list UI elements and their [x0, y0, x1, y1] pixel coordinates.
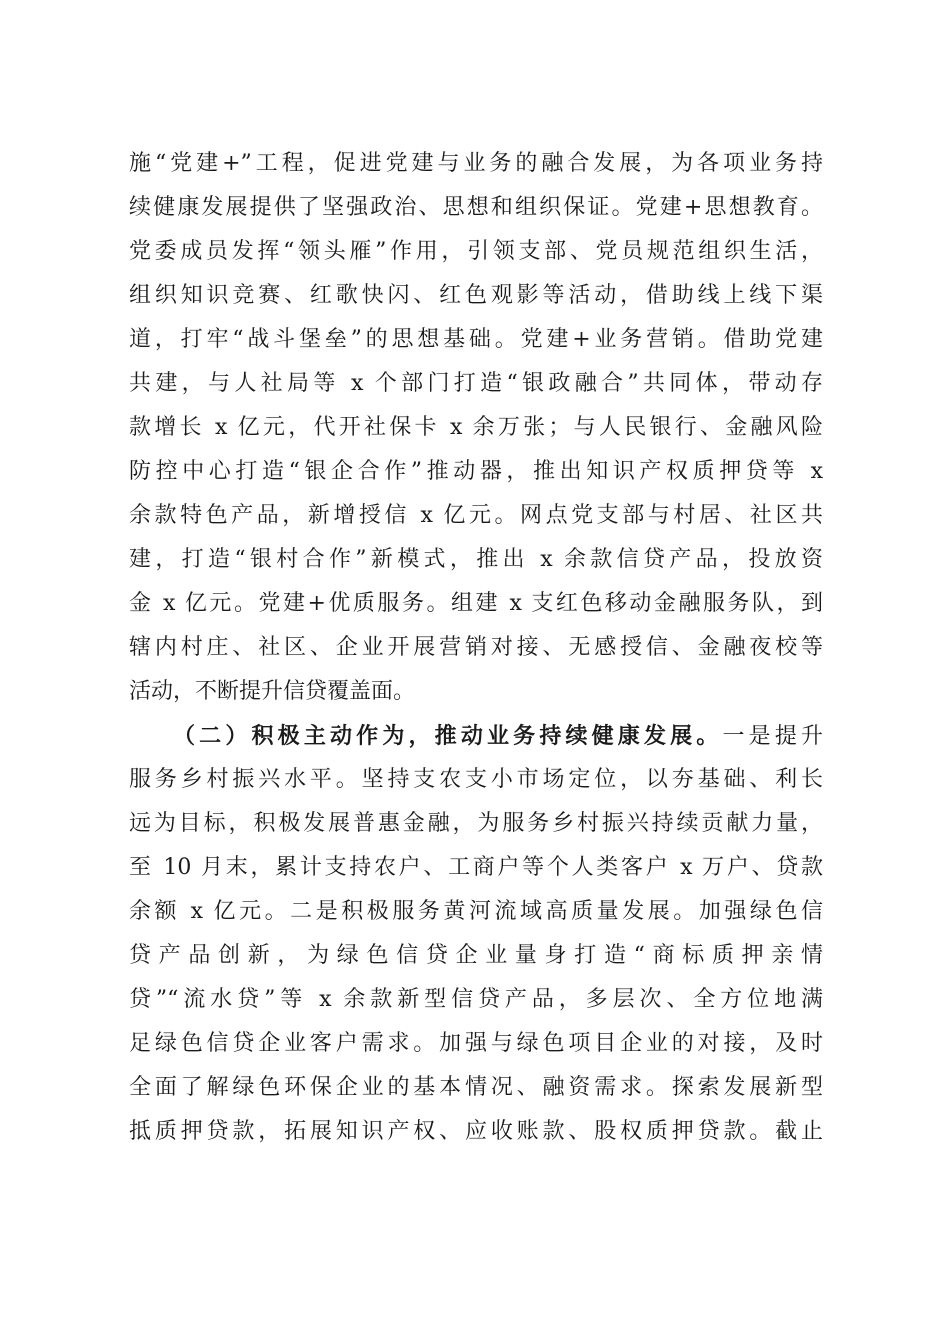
- text-line: 余额 x 亿元。二是积极服务黄河流域高质量发展。加强绿色信: [129, 899, 823, 924]
- text-line: 贷产品创新，为绿色信贷企业量身打造“商标质押亲情: [129, 943, 823, 968]
- text-line: 续健康发展提供了坚强政治、思想和组织保证。党建+思想教育。: [129, 195, 823, 220]
- text-line: 活动，不断提升信贷覆盖面。: [129, 679, 416, 704]
- document-page: [129, 142, 823, 1154]
- text-line: 党委成员发挥“领头雁”作用，引领支部、党员规范组织生活，: [129, 239, 823, 264]
- text-line: 余款特色产品，新增授信 x 亿元。网点党支部与村居、社区共: [129, 503, 823, 528]
- text-line: 贷”“流水贷”等 x 余款新型信贷产品，多层次、全方位地满: [129, 987, 823, 1012]
- text-line: 辖内村庄、社区、企业开展营销对接、无感授信、金融夜校等: [129, 635, 823, 660]
- paragraph-party-building: [129, 142, 823, 714]
- text-line: 施“党建+”工程，促进党建与业务的融合发展，为各项业务持: [129, 151, 823, 176]
- text-line: 抵质押贷款，拓展知识产权、应收账款、股权质押贷款。截止: [129, 1119, 823, 1144]
- text-line: 足绿色信贷企业客户需求。加强与绿色项目企业的对接，及时: [129, 1031, 823, 1056]
- text-line: 金 x 亿元。党建+优质服务。组建 x 支红色移动金融服务队，到: [129, 591, 823, 616]
- paragraph-business-development: [129, 714, 823, 1154]
- text-line: 共建，与人社局等 x 个部门打造“银政融合”共同体，带动存: [129, 371, 823, 396]
- text-line: 服务乡村振兴水平。坚持支农支小市场定位，以夯基础、利长: [129, 767, 823, 792]
- text-line: 建，打造“银村合作”新模式，推出 x 余款信贷产品，投放资: [129, 547, 823, 572]
- section-heading-line: [129, 714, 823, 758]
- text-line: 远为目标，积极发展普惠金融，为服务乡村振兴持续贡献力量，: [129, 811, 823, 836]
- text-line: 至 10 月末，累计支持农户、工商户等个人类客户 x 万户、贷款: [129, 855, 823, 880]
- text-span: 一是提升: [722, 724, 823, 749]
- text-line: 组织知识竞赛、红歌快闪、红色观影等活动，借助线上线下渠: [129, 283, 823, 308]
- text-line: 道，打牢“战斗堡垒”的思想基础。党建+业务营销。借助党建: [129, 327, 823, 352]
- text-line: 防控中心打造“银企合作”推动器，推出知识产权质押贷等 x: [129, 459, 823, 484]
- text-line: 全面了解绿色环保企业的基本情况、融资需求。探索发展新型: [129, 1075, 823, 1100]
- text-line: 款增长 x 亿元，代开社保卡 x 余万张；与人民银行、金融风险: [129, 415, 823, 440]
- section-heading: （二）积极主动作为，推动业务持续健康发展。: [173, 723, 723, 749]
